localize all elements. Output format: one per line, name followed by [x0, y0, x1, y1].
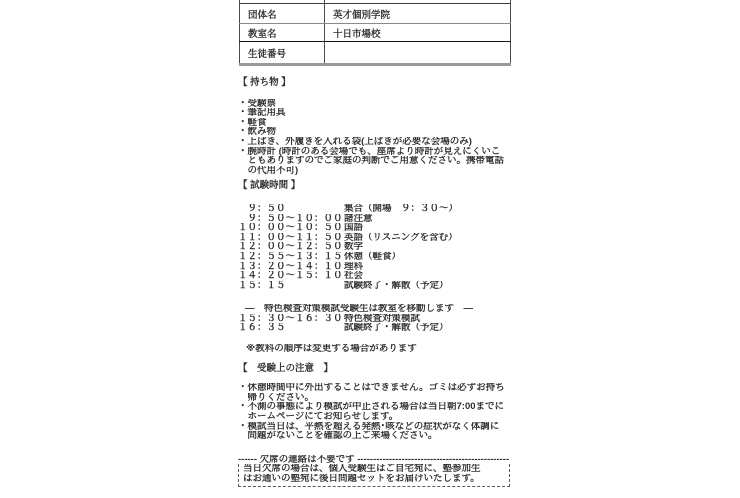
absence-box-text: 当日欠席の場合は、個人受験生はご自宅宛に、塾参加生 [243, 464, 481, 474]
schedule-label: 集合（開場 ９：３０～） [344, 203, 459, 214]
schedule-row [238, 262, 512, 272]
schedule-extra-list [238, 314, 512, 333]
classroom-name-label: 教室名 [240, 24, 325, 42]
cautions-heading: 【 受験上の注意 】 [238, 362, 334, 374]
table-row [240, 42, 511, 65]
schedule-label: 社会 [344, 271, 364, 281]
absence-box-title: ------ 欠席の連絡は不要です ------------------------------------------------ [238, 454, 510, 465]
schedule-row [238, 252, 512, 262]
absence-box-text: はお通いの塾宛に後日問題セットをお届けいたします。 [243, 474, 480, 484]
caution-item-continuation: ホームページにてお知らせします。 [238, 412, 399, 422]
schedule-label: 諸注意 [344, 213, 373, 224]
schedule-time: ９：５０ [238, 203, 286, 214]
schedule-time: １２：００～１２：５０ [238, 242, 343, 252]
schedule-row [238, 242, 512, 252]
info-table [239, 0, 511, 66]
caution-item-continuation: 帰りください。 [238, 392, 315, 403]
schedule-label: 理科 [344, 261, 364, 272]
belongings-item: ・軽食 [238, 117, 267, 128]
schedule-row [238, 233, 512, 243]
exam-notice-document [238, 0, 512, 487]
table-row [240, 24, 511, 42]
belongings-item: ・飲み物 [238, 127, 277, 137]
room-move-notice: ― 特色検査対策模試受験生は教室を移動します ― [245, 304, 474, 314]
schedule-row [238, 281, 512, 291]
schedule-label: 特色検査対策模試 [344, 313, 421, 324]
schedule-time: １４：２０～１５：１０ [238, 271, 343, 281]
schedule-time: １１：００～１１：５０ [238, 232, 343, 243]
schedule-row [238, 223, 512, 233]
group-name-value: 英才個別学院 [325, 4, 511, 24]
schedule-row [238, 314, 512, 324]
absence-box [238, 464, 510, 486]
student-number-label: 生徒番号 [240, 42, 325, 65]
student-number-value [325, 42, 511, 65]
schedule-label: 休憩（軽食） [344, 251, 402, 262]
schedule-label: 試験終了・解散（予定） [344, 323, 449, 334]
schedule-row [238, 214, 512, 224]
caution-item: ・不測の事態により模試が中止される場合は当日朝7:00までに [238, 402, 505, 413]
belongings-item-continuation: の代用不可) [238, 165, 299, 176]
schedule-heading: 【 試験時間 】 [238, 180, 301, 192]
schedule-label: 英語（リスニングを含む） [344, 232, 458, 243]
belongings-item: ・筆記用具 [238, 108, 286, 118]
caution-item: ・休憩時間中に外出することはできません。ゴミは必ずお持ち [238, 383, 505, 393]
subject-order-note: ※教科の順序は変更する場合があります [246, 344, 417, 354]
schedule-time: １０：００～１０：５０ [238, 223, 343, 233]
belongings-item: ・上ばき、外履きを入れる袋(上ばきが必要な会場のみ) [238, 136, 472, 147]
belongings-item: ・腕時計 (時計のある会場でも、座席より時計が見えにくいこ [238, 146, 501, 157]
schedule-label: 試験終了・解散（予定） [344, 280, 449, 291]
cautions-list [238, 383, 512, 441]
schedule-row [238, 204, 512, 214]
schedule-time: １３：２０～１４：１０ [238, 261, 343, 272]
belongings-list [238, 99, 512, 176]
schedule-row [238, 323, 512, 333]
schedule-list [238, 204, 512, 290]
schedule-time: １５：１５ [238, 280, 286, 291]
schedule-label: 数学 [344, 242, 364, 252]
schedule-time: １２：５５～１３：１５ [238, 251, 343, 262]
table-row [240, 4, 511, 24]
schedule-time: １５：３０～１６：３０ [238, 313, 343, 324]
classroom-name-value: 十日市場校 [325, 24, 511, 42]
schedule-row [238, 271, 512, 281]
group-name-label: 団体名 [240, 4, 325, 24]
belongings-item: ・受験票 [238, 98, 277, 109]
schedule-time: ９：５０～１０：００ [238, 213, 343, 224]
caution-item-continuation: 問題がないことを確認の上ご来場ください。 [238, 431, 438, 441]
schedule-time: １６：３５ [238, 323, 286, 334]
caution-item: ・模試当日は、平熱を超える発熱･咳などの症状がなく体調に [238, 421, 500, 432]
schedule-label: 国語 [344, 223, 364, 233]
belongings-heading: 【 持ち物 】 [238, 77, 291, 88]
belongings-item-continuation: ともありますのでご家庭の判断でご用意ください。携帯電話 [238, 156, 505, 166]
